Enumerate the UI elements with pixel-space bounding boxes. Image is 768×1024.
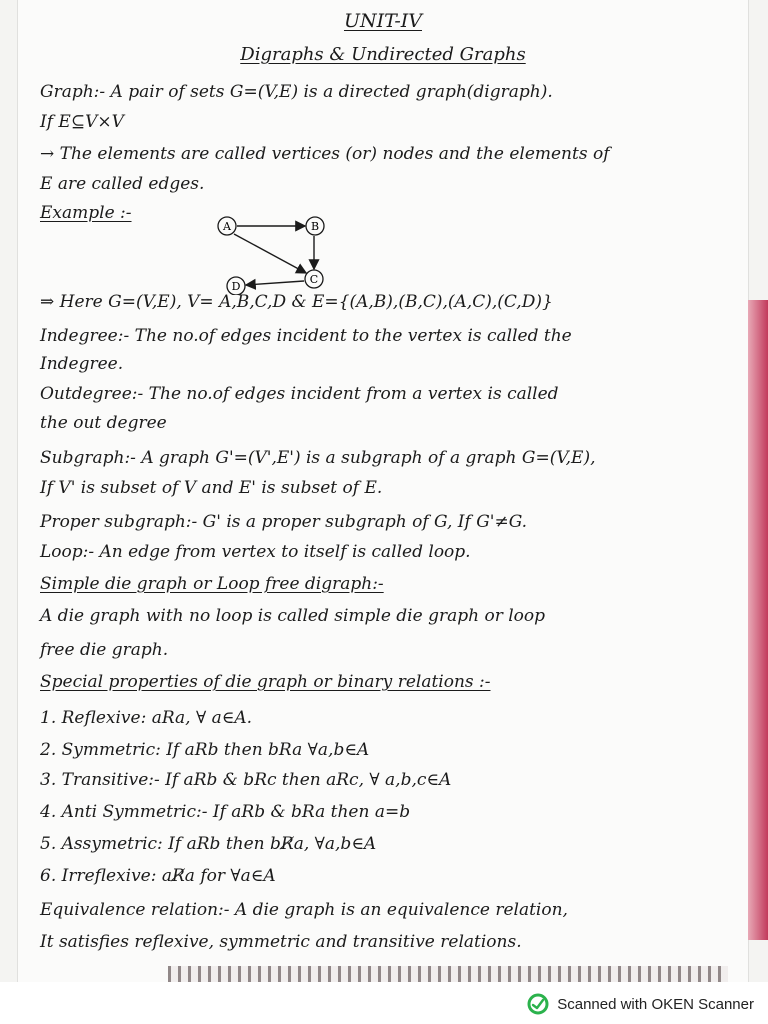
scanner-footer xyxy=(0,982,768,1024)
node-a-label: A xyxy=(223,220,231,233)
unit-heading: UNIT-IV xyxy=(343,10,422,32)
text-line: Equivalence relation:- A die graph is an equivalence relation, xyxy=(40,900,568,920)
scanner-label: Scanned with OKEN Scanner xyxy=(557,995,754,1013)
text-line: Loop:- An edge from vertex to itself is called loop. xyxy=(40,542,471,562)
text-line: A die graph with no loop is called simple die graph or loop xyxy=(40,606,546,626)
node-b xyxy=(306,217,324,235)
property-item: 4. Anti Symmetric:- If aRb & bRa then a=b xyxy=(40,802,411,822)
text-line: Graph:- A pair of sets G=(V,E) is a directed graph(digraph). xyxy=(40,82,553,102)
text-line: If E⊆V×V xyxy=(40,112,124,132)
example-digraph xyxy=(208,213,368,295)
text-line: Outdegree:- The no.of edges incident from a vertex is called xyxy=(40,384,559,404)
property-item: 6. Irreflexive: aR̸a for ∀a∈A xyxy=(40,866,276,886)
property-item: 5. Assymetric: If aRb then bR̸a, ∀a,b∈A xyxy=(40,834,377,854)
property-item: 1. Reflexive: aRa, ∀ a∈A. xyxy=(40,708,253,728)
text-line: the out degree xyxy=(40,413,167,433)
section-heading: Simple die graph or Loop free digraph:- xyxy=(40,574,384,594)
page-title: Digraphs & Undirected Graphs xyxy=(240,44,526,65)
text-line: Proper subgraph:- G' is a proper subgraph of G, If G'≠G. xyxy=(40,512,528,532)
notebook-edge xyxy=(748,300,768,940)
example-heading: Example :- xyxy=(40,203,132,223)
node-b-label: B xyxy=(310,220,320,233)
section-heading: Special properties of die graph or binary relations :- xyxy=(40,672,491,692)
text-line: Indegree. xyxy=(40,354,124,374)
edge-a-c xyxy=(234,234,306,273)
node-a xyxy=(218,217,236,235)
oken-scanner-logo-icon xyxy=(527,993,549,1015)
edge-c-d xyxy=(246,281,304,285)
node-c-label: C xyxy=(309,273,319,286)
node-d-label: D xyxy=(231,280,241,293)
node-c xyxy=(305,270,323,288)
property-item: 3. Transitive:- If aRb & bRc then aRc, ∀ a,b,c∈A xyxy=(40,770,452,790)
text-line: free die graph. xyxy=(40,640,169,660)
property-item: 2. Symmetric: If aRb then bRa ∀a,b∈A xyxy=(40,740,370,760)
notebook-page xyxy=(18,0,748,982)
text-line: Subgraph:- A graph G'=(V',E') is a subgraph of a graph G=(V,E), xyxy=(40,448,596,468)
text-line: It satisfies reflexive, symmetric and transitive relations. xyxy=(40,932,522,952)
text-line: If V' is subset of V and E' is subset of E. xyxy=(40,478,383,498)
text-line: → The elements are called vertices (or) nodes and the elements of xyxy=(40,144,610,164)
text-line: Indegree:- The no.of edges incident to the vertex is called the xyxy=(40,326,572,346)
text-line: E are called edges. xyxy=(40,174,205,194)
text-line: ⇒ Here G=(V,E), V= A,B,C,D & E={(A,B),(B,C),(A,C),(C,D)} xyxy=(40,292,553,312)
